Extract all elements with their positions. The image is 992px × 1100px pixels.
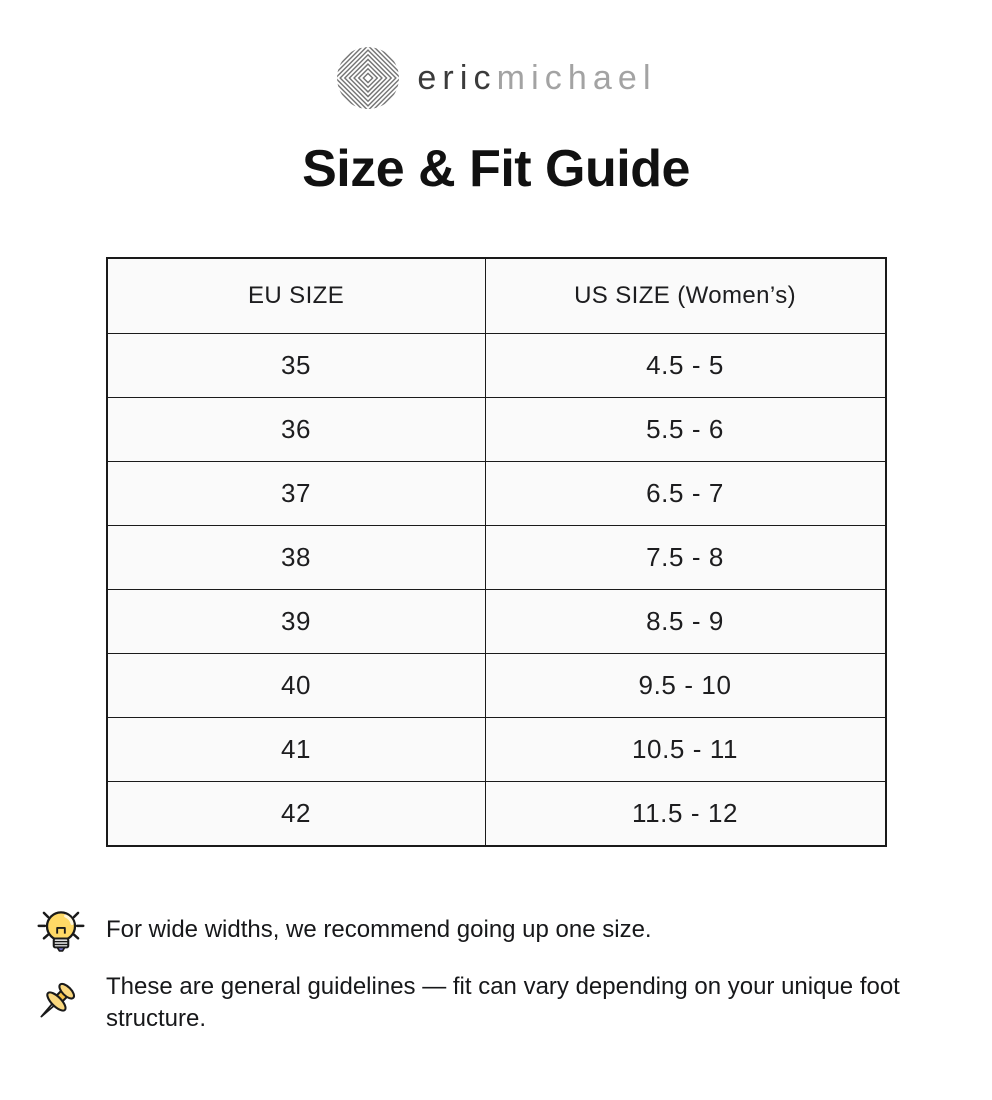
size-table-row [107, 334, 886, 398]
size-table-row [107, 462, 886, 526]
size-table-body [107, 334, 886, 846]
size-table-row [107, 398, 886, 462]
us-size-column-header: US SIZE (Women’s) [485, 258, 885, 334]
eu-size-cell: 38 [107, 526, 486, 590]
eu-size-cell: 37 [107, 462, 486, 526]
size-table [106, 257, 887, 847]
brand-name-last: michael [496, 59, 657, 97]
us-size-cell: 9.5 - 10 [485, 654, 885, 718]
size-table-row [107, 654, 886, 718]
size-table-header [107, 258, 886, 334]
size-table-row [107, 718, 886, 782]
eu-size-cell: 36 [107, 398, 486, 462]
lightbulb-icon [32, 901, 90, 959]
note-text-general-guidelines: These are general guidelines — fit can vary depending on your unique foot structure. [106, 972, 900, 1032]
brand-wordmark [417, 61, 656, 95]
eu-size-column-header: EU SIZE [107, 258, 486, 334]
header-row [107, 258, 886, 334]
us-size-cell: 6.5 - 7 [485, 462, 885, 526]
eu-size-cell: 35 [107, 334, 486, 398]
brand-name-first: eric [417, 59, 497, 97]
eu-size-cell: 39 [107, 590, 486, 654]
size-table-row [107, 782, 886, 846]
eu-size-cell: 41 [107, 718, 486, 782]
fit-notes [32, 901, 962, 1035]
us-size-cell: 5.5 - 6 [485, 398, 885, 462]
note-text-wide-widths: For wide widths, we recommend going up one size. [106, 915, 652, 943]
page-title: Size & Fit Guide [302, 140, 690, 198]
brand-logo [0, 44, 992, 112]
eu-size-cell: 42 [107, 782, 486, 846]
us-size-cell: 4.5 - 5 [485, 334, 885, 398]
us-size-cell: 10.5 - 11 [485, 718, 885, 782]
us-size-cell: 11.5 - 12 [485, 782, 885, 846]
brand-diamond-icon [335, 45, 401, 111]
us-size-cell: 8.5 - 9 [485, 590, 885, 654]
eu-size-cell: 40 [107, 654, 486, 718]
note-general-guidelines [32, 971, 962, 1035]
size-table-row [107, 590, 886, 654]
pushpin-icon [32, 974, 90, 1032]
note-wide-widths [32, 901, 962, 959]
size-table-row [107, 526, 886, 590]
us-size-cell: 7.5 - 8 [485, 526, 885, 590]
